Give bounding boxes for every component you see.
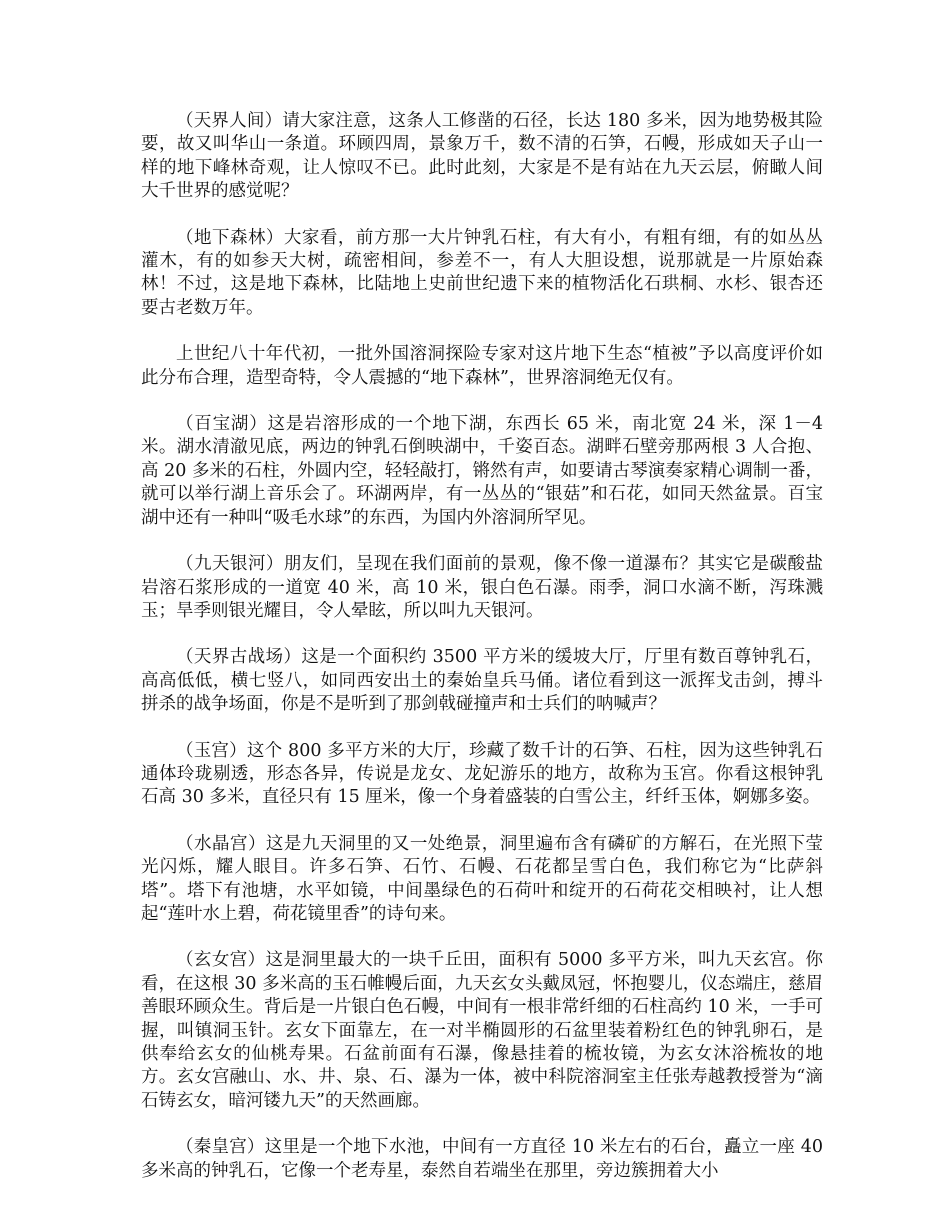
paragraph-crystal-palace: （水晶宫）这是九天洞里的又一处绝景，洞里遍布含有磷矿的方解石，在光照下莹光闪烁，耀人眼目。许多石笋、石竹、石幔、石花都呈雪白色，我们称它为“比萨斜塔”。塔下有池塘，水平如镜，中间墨绿色的石荷叶和绽开的石荷花交相映衬，让人想起“莲叶水上碧，荷花镜里香”的诗句来。	[141, 833, 823, 924]
paragraph-tianjie-renjian: （天界人间）请大家注意，这条人工修凿的石径，长达 180 多米，因为地势极其险要，故又叫华山一条道。环顾四周，景象万千，数不清的石笋，石幔，形成如天子山一样的地下峰林奇观，让人惊叹不已。此时此刻，大家是不是有站在九天云层，俯瞰人间大千世界的感觉呢？	[141, 111, 823, 202]
paragraph-qinhuang-palace: （秦皇宫）这里是一个地下水池，中间有一方直径 10 米左右的石台，矗立一座 40 多米高的钟乳石，它像一个老寿星，泰然自若端坐在那里，旁边簇拥着大小	[141, 1137, 823, 1181]
paragraph-forest-evaluation: 上世纪八十年代初，一批外国溶洞探险专家对这片地下生态“植被”予以高度评价如此分布合理，造型奇特，令人震撼的“地下森林”，世界溶洞绝无仅有。	[141, 344, 823, 388]
paragraph-yu-gong: （玉宫）这个 800 多平方米的大厅，珍藏了数千计的石笋、石柱，因为这些钟乳石通体玲珑剔透，形态各异，传说是龙女、龙妃游乐的地方，故称为玉宫。你看这根钟乳石高 30 多米，直径只有 15 厘米，像一个身着盛装的白雪公主，纤纤玉体，婀娜多姿。	[141, 740, 823, 808]
paragraph-xuannu-palace: （玄女宫）这是洞里最大的一块千丘田，面积有 5000 多平方米，叫九天玄宫。你看，在这根 30 多米高的玉石帷幔后面，九天玄女头戴凤冠，怀抱婴儿，仪态端庄，慈眉善眼环顾众生。背后是一片银白色石幔，中间有一根非常纤细的石柱高约 10 米，一手可握，叫镇洞玉针。玄女下面靠左，在一对半椭圆形的石盆里装着粉红色的钟乳卵石，是供奉给玄女的仙桃寿果。石盆前面有石瀑，像悬挂着的梳妆镜，为玄女沐浴梳妆的地方。玄女宫融山、水、井、泉、石、瀑为一体，被中科院溶洞室主任张寿越教授誉为“滴石铸玄女，暗河镂九天”的天然画廊。	[141, 950, 823, 1111]
paragraph-baibao-lake: （百宝湖）这是岩溶形成的一个地下湖，东西长 65 米，南北宽 24 米，深 1－4 米。湖水清澈见底，两边的钟乳石倒映湖中，千姿百态。湖畔石壁旁那两根 3 人合抱、高 20 多米的石柱，外圆内空，轻轻敲打，锵然有声，如要请古琴演奏家精心调制一番，就可以举行湖上音乐会了。环湖两岸，有一丛丛的“银菇”和石花，如同天然盆景。百宝湖中还有一种叫“吸毛水球”的东西，为国内外溶洞所罕见。	[141, 414, 823, 528]
paragraph-jiutian-yinhe: （九天银河）朋友们，呈现在我们面前的景观，像不像一道瀑布？其实它是碳酸盐岩溶石浆形成的一道宽 40 米，高 10 米，银白色石瀑。雨季，洞口水滴不断，泻珠溅玉；旱季则银光耀目，令人晕眩，所以叫九天银河。	[141, 554, 823, 621]
paragraph-ancient-battlefield: （天界古战场）这是一个面积约 3500 平方米的缓坡大厅，厅里有数百尊钟乳石，高高低低，横七竖八，如同西安出土的秦始皇兵马俑。诸位看到这一派挥戈击剑，搏斗拼杀的战争场面，你是不是听到了那剑戟碰撞声和士兵们的呐喊声？	[141, 647, 823, 715]
paragraph-dixia-senlin: （地下森林）大家看，前方那一大片钟乳石柱，有大有小，有粗有细，有的如丛丛灌木，有的如参天大树，疏密相间，参差不一，有人大胆设想，说那就是一片原始森林！不过，这是地下森林，比陆地上史前世纪遗下来的植物活化石珙桐、水杉、银杏还要古老数万年。	[141, 227, 823, 318]
document-body	[141, 110, 823, 1206]
